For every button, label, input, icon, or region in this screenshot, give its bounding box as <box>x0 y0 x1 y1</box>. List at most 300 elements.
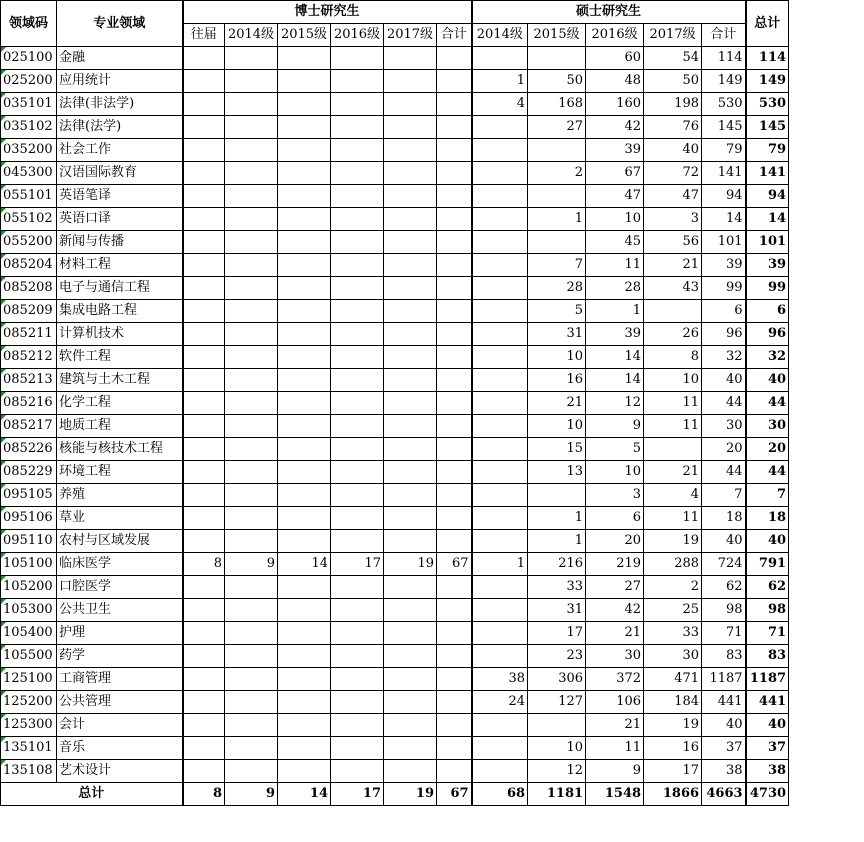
row-master-value: 6 <box>586 507 644 530</box>
row-total: 114 <box>746 47 789 70</box>
table-row <box>1 162 789 185</box>
row-phd-value <box>278 300 331 323</box>
row-master-value: 32 <box>702 346 746 369</box>
row-phd-value <box>278 254 331 277</box>
row-master-value: 7 <box>702 484 746 507</box>
row-phd-value <box>437 254 472 277</box>
row-phd-value <box>384 346 437 369</box>
row-phd-value <box>225 162 278 185</box>
row-field-name: 电子与通信工程 <box>57 277 183 300</box>
row-phd-value <box>437 691 472 714</box>
row-phd-value <box>183 484 225 507</box>
row-phd-value <box>278 116 331 139</box>
table-row <box>1 47 789 70</box>
total-master-value: 1181 <box>528 783 586 806</box>
row-field-name: 英语笔译 <box>57 185 183 208</box>
row-master-value: 62 <box>702 576 746 599</box>
row-phd-value <box>278 231 331 254</box>
row-phd-value <box>384 300 437 323</box>
row-phd-value <box>331 208 384 231</box>
row-phd-value <box>384 737 437 760</box>
row-phd-value <box>384 208 437 231</box>
row-total: 6 <box>746 300 789 323</box>
row-phd-value <box>183 576 225 599</box>
row-phd-value <box>437 70 472 93</box>
row-phd-value <box>384 47 437 70</box>
row-master-value: 11 <box>586 254 644 277</box>
row-phd-value <box>183 714 225 737</box>
row-phd-value <box>384 139 437 162</box>
row-phd-value <box>183 392 225 415</box>
row-master-value: 17 <box>528 622 586 645</box>
row-phd-value <box>183 208 225 231</box>
row-master-value: 96 <box>702 323 746 346</box>
row-master-value: 724 <box>702 553 746 576</box>
table-row <box>1 116 789 139</box>
row-field-name: 环境工程 <box>57 461 183 484</box>
row-phd-value: 67 <box>437 553 472 576</box>
row-phd-value: 17 <box>331 553 384 576</box>
row-master-value: 1 <box>528 507 586 530</box>
row-phd-value <box>331 185 384 208</box>
total-master-value: 68 <box>472 783 528 806</box>
total-phd-value: 8 <box>183 783 225 806</box>
row-phd-value <box>183 438 225 461</box>
row-phd-value <box>278 369 331 392</box>
header-phd-col: 2017级 <box>384 24 437 47</box>
table-row <box>1 323 789 346</box>
row-master-value <box>472 507 528 530</box>
row-phd-value <box>437 185 472 208</box>
row-phd-value <box>437 461 472 484</box>
row-master-value: 40 <box>702 369 746 392</box>
row-phd-value <box>183 277 225 300</box>
table-row <box>1 691 789 714</box>
row-phd-value <box>331 530 384 553</box>
row-phd-value <box>384 622 437 645</box>
row-code: 105300 <box>1 599 57 622</box>
header-total: 总计 <box>746 1 789 47</box>
row-phd-value <box>278 185 331 208</box>
header-phd-col: 2014级 <box>225 24 278 47</box>
row-phd-value <box>437 484 472 507</box>
row-phd-value <box>384 645 437 668</box>
row-master-value: 1 <box>528 208 586 231</box>
row-phd-value <box>437 438 472 461</box>
grand-total: 4730 <box>746 783 789 806</box>
row-phd-value <box>225 737 278 760</box>
row-master-value: 40 <box>702 530 746 553</box>
row-total: 40 <box>746 369 789 392</box>
row-code: 085211 <box>1 323 57 346</box>
row-code: 055200 <box>1 231 57 254</box>
row-phd-value <box>278 70 331 93</box>
row-phd-value <box>225 530 278 553</box>
row-master-value: 40 <box>702 714 746 737</box>
row-master-value: 10 <box>528 737 586 760</box>
row-master-value: 21 <box>644 461 702 484</box>
row-phd-value <box>384 231 437 254</box>
row-master-value: 11 <box>644 415 702 438</box>
row-master-value <box>644 300 702 323</box>
row-master-value: 26 <box>644 323 702 346</box>
row-master-value: 306 <box>528 668 586 691</box>
row-code: 025200 <box>1 70 57 93</box>
row-phd-value <box>225 645 278 668</box>
row-phd-value <box>331 116 384 139</box>
row-phd-value <box>183 47 225 70</box>
row-phd-value <box>183 323 225 346</box>
row-phd-value <box>225 231 278 254</box>
total-master-value: 1866 <box>644 783 702 806</box>
row-master-value: 33 <box>644 622 702 645</box>
row-master-value <box>472 622 528 645</box>
row-phd-value <box>278 47 331 70</box>
row-master-value: 67 <box>586 162 644 185</box>
row-phd-value <box>278 760 331 783</box>
row-phd-value <box>437 760 472 783</box>
row-phd-value <box>437 622 472 645</box>
row-phd-value <box>331 691 384 714</box>
row-master-value: 21 <box>528 392 586 415</box>
row-master-value: 12 <box>528 760 586 783</box>
row-phd-value <box>437 714 472 737</box>
row-master-value <box>472 162 528 185</box>
row-phd-value <box>278 484 331 507</box>
row-master-value: 1 <box>528 530 586 553</box>
row-master-value: 79 <box>702 139 746 162</box>
row-phd-value <box>437 300 472 323</box>
row-master-value: 530 <box>702 93 746 116</box>
row-master-value <box>472 139 528 162</box>
row-master-value: 21 <box>586 622 644 645</box>
row-master-value: 20 <box>586 530 644 553</box>
row-phd-value <box>331 415 384 438</box>
header-master-col: 2015级 <box>528 24 586 47</box>
table-row <box>1 553 789 576</box>
table-row <box>1 737 789 760</box>
row-master-value: 168 <box>528 93 586 116</box>
row-master-value: 6 <box>702 300 746 323</box>
row-code: 095105 <box>1 484 57 507</box>
row-master-value: 184 <box>644 691 702 714</box>
header-master-col: 2014级 <box>472 24 528 47</box>
row-phd-value <box>278 645 331 668</box>
row-phd-value <box>278 162 331 185</box>
row-master-value: 18 <box>702 507 746 530</box>
row-master-value <box>472 185 528 208</box>
row-master-value: 39 <box>586 139 644 162</box>
row-field-name: 金融 <box>57 47 183 70</box>
row-field-name: 社会工作 <box>57 139 183 162</box>
row-master-value <box>528 484 586 507</box>
row-phd-value <box>331 93 384 116</box>
row-code: 085229 <box>1 461 57 484</box>
row-phd-value <box>183 507 225 530</box>
row-phd-value <box>225 461 278 484</box>
row-field-name: 草业 <box>57 507 183 530</box>
row-phd-value <box>331 622 384 645</box>
table-row <box>1 70 789 93</box>
row-master-value: 4 <box>472 93 528 116</box>
row-master-value: 42 <box>586 116 644 139</box>
row-code: 025100 <box>1 47 57 70</box>
row-total: 791 <box>746 553 789 576</box>
row-phd-value <box>437 231 472 254</box>
row-master-value: 47 <box>644 185 702 208</box>
row-master-value: 20 <box>702 438 746 461</box>
row-total: 101 <box>746 231 789 254</box>
row-master-value: 145 <box>702 116 746 139</box>
row-master-value <box>472 737 528 760</box>
row-phd-value <box>183 530 225 553</box>
row-master-value: 30 <box>644 645 702 668</box>
row-field-name: 应用统计 <box>57 70 183 93</box>
total-row <box>1 783 789 806</box>
total-phd-value: 17 <box>331 783 384 806</box>
row-phd-value <box>278 415 331 438</box>
row-master-value <box>528 139 586 162</box>
row-phd-value <box>225 576 278 599</box>
row-phd-value: 14 <box>278 553 331 576</box>
row-phd-value <box>183 415 225 438</box>
row-phd-value <box>225 208 278 231</box>
row-master-value: 60 <box>586 47 644 70</box>
row-master-value: 441 <box>702 691 746 714</box>
row-master-value: 13 <box>528 461 586 484</box>
row-field-name: 临床医学 <box>57 553 183 576</box>
row-code: 135108 <box>1 760 57 783</box>
row-master-value: 44 <box>702 461 746 484</box>
row-master-value: 50 <box>644 70 702 93</box>
row-master-value: 31 <box>528 599 586 622</box>
row-field-name: 法律(法学) <box>57 116 183 139</box>
row-master-value: 11 <box>644 507 702 530</box>
table-row <box>1 231 789 254</box>
row-master-value: 372 <box>586 668 644 691</box>
row-phd-value <box>278 438 331 461</box>
row-field-name: 计算机技术 <box>57 323 183 346</box>
row-total: 7 <box>746 484 789 507</box>
row-field-name: 建筑与土木工程 <box>57 369 183 392</box>
row-phd-value <box>384 162 437 185</box>
row-code: 125200 <box>1 691 57 714</box>
row-phd-value <box>331 277 384 300</box>
row-phd-value <box>331 369 384 392</box>
row-code: 045300 <box>1 162 57 185</box>
row-master-value: 27 <box>528 116 586 139</box>
row-master-value <box>472 461 528 484</box>
total-row-label: 总计 <box>1 783 183 806</box>
row-phd-value <box>384 185 437 208</box>
row-total: 20 <box>746 438 789 461</box>
row-phd-value <box>437 93 472 116</box>
row-phd-value <box>331 438 384 461</box>
row-master-value: 219 <box>586 553 644 576</box>
row-master-value: 54 <box>644 47 702 70</box>
row-master-value <box>472 392 528 415</box>
total-master-value: 1548 <box>586 783 644 806</box>
row-master-value: 48 <box>586 70 644 93</box>
row-phd-value <box>183 254 225 277</box>
row-phd-value <box>225 691 278 714</box>
row-master-value: 15 <box>528 438 586 461</box>
row-master-value: 37 <box>702 737 746 760</box>
row-field-name: 口腔医学 <box>57 576 183 599</box>
row-master-value: 24 <box>472 691 528 714</box>
row-master-value: 72 <box>644 162 702 185</box>
row-master-value: 3 <box>586 484 644 507</box>
row-phd-value <box>225 415 278 438</box>
table-row <box>1 530 789 553</box>
row-phd-value <box>331 231 384 254</box>
row-master-value: 30 <box>586 645 644 668</box>
row-total: 14 <box>746 208 789 231</box>
table-row <box>1 300 789 323</box>
row-code: 095110 <box>1 530 57 553</box>
header-master-group: 硕士研究生 <box>472 1 746 24</box>
row-phd-value <box>384 691 437 714</box>
row-phd-value <box>331 599 384 622</box>
row-field-name: 工商管理 <box>57 668 183 691</box>
row-phd-value <box>225 70 278 93</box>
row-field-name: 公共卫生 <box>57 599 183 622</box>
row-master-value: 47 <box>586 185 644 208</box>
row-phd-value <box>225 484 278 507</box>
row-master-value: 42 <box>586 599 644 622</box>
row-phd-value <box>183 691 225 714</box>
row-master-value <box>472 576 528 599</box>
table-row <box>1 507 789 530</box>
row-master-value: 10 <box>528 415 586 438</box>
row-code: 085204 <box>1 254 57 277</box>
row-field-name: 软件工程 <box>57 346 183 369</box>
row-master-value: 114 <box>702 47 746 70</box>
row-phd-value <box>278 139 331 162</box>
row-phd-value <box>331 737 384 760</box>
row-phd-value <box>225 507 278 530</box>
row-phd-value <box>278 507 331 530</box>
row-code: 085208 <box>1 277 57 300</box>
row-master-value: 1 <box>472 553 528 576</box>
row-master-value <box>472 530 528 553</box>
row-field-name: 新闻与传播 <box>57 231 183 254</box>
row-total: 145 <box>746 116 789 139</box>
row-phd-value <box>384 70 437 93</box>
row-code: 105400 <box>1 622 57 645</box>
row-phd-value <box>225 369 278 392</box>
row-master-value: 7 <box>528 254 586 277</box>
row-phd-value <box>437 47 472 70</box>
row-master-value: 1187 <box>702 668 746 691</box>
row-master-value <box>472 369 528 392</box>
row-master-value: 44 <box>702 392 746 415</box>
row-master-value: 471 <box>644 668 702 691</box>
row-phd-value: 9 <box>225 553 278 576</box>
table-body <box>1 47 789 806</box>
row-master-value <box>472 231 528 254</box>
row-master-value: 43 <box>644 277 702 300</box>
row-master-value <box>472 438 528 461</box>
row-code: 035101 <box>1 93 57 116</box>
row-field-name: 集成电路工程 <box>57 300 183 323</box>
row-total: 83 <box>746 645 789 668</box>
row-phd-value <box>278 93 331 116</box>
row-master-value: 11 <box>644 392 702 415</box>
row-master-value: 14 <box>586 369 644 392</box>
row-phd-value <box>331 300 384 323</box>
total-phd-value: 14 <box>278 783 331 806</box>
row-master-value <box>472 599 528 622</box>
row-phd-value <box>183 599 225 622</box>
total-phd-value: 67 <box>437 783 472 806</box>
total-phd-value: 19 <box>384 783 437 806</box>
row-master-value: 14 <box>586 346 644 369</box>
row-phd-value <box>278 599 331 622</box>
row-phd-value <box>384 369 437 392</box>
row-master-value <box>472 645 528 668</box>
row-master-value: 28 <box>528 277 586 300</box>
row-code: 125300 <box>1 714 57 737</box>
row-phd-value <box>225 139 278 162</box>
row-phd-value <box>278 208 331 231</box>
row-code: 085217 <box>1 415 57 438</box>
row-master-value: 1 <box>586 300 644 323</box>
header-code: 领域码 <box>1 1 57 47</box>
row-phd-value <box>384 599 437 622</box>
row-total: 98 <box>746 599 789 622</box>
row-master-value <box>528 47 586 70</box>
row-phd-value <box>331 507 384 530</box>
row-total: 79 <box>746 139 789 162</box>
row-phd-value <box>225 47 278 70</box>
row-field-name: 农村与区域发展 <box>57 530 183 553</box>
table-row <box>1 714 789 737</box>
row-phd-value <box>331 461 384 484</box>
row-master-value: 98 <box>702 599 746 622</box>
row-phd-value <box>437 323 472 346</box>
table-row <box>1 185 789 208</box>
row-master-value: 216 <box>528 553 586 576</box>
row-phd-value <box>437 576 472 599</box>
row-master-value: 198 <box>644 93 702 116</box>
row-total: 1187 <box>746 668 789 691</box>
row-phd-value <box>437 369 472 392</box>
row-phd-value <box>331 760 384 783</box>
row-phd-value <box>331 323 384 346</box>
row-phd-value <box>183 70 225 93</box>
row-phd-value <box>437 162 472 185</box>
table-row <box>1 139 789 162</box>
row-phd-value <box>278 576 331 599</box>
row-phd-value <box>384 323 437 346</box>
row-phd-value <box>331 576 384 599</box>
row-phd-value <box>384 93 437 116</box>
row-master-value: 23 <box>528 645 586 668</box>
row-master-value: 288 <box>644 553 702 576</box>
total-master-value: 4663 <box>702 783 746 806</box>
row-master-value: 21 <box>586 714 644 737</box>
row-phd-value <box>437 116 472 139</box>
row-phd-value <box>183 645 225 668</box>
row-total: 18 <box>746 507 789 530</box>
row-phd-value <box>225 714 278 737</box>
row-phd-value <box>384 461 437 484</box>
row-master-value <box>472 300 528 323</box>
row-phd-value <box>384 484 437 507</box>
table-row <box>1 599 789 622</box>
row-phd-value <box>278 323 331 346</box>
